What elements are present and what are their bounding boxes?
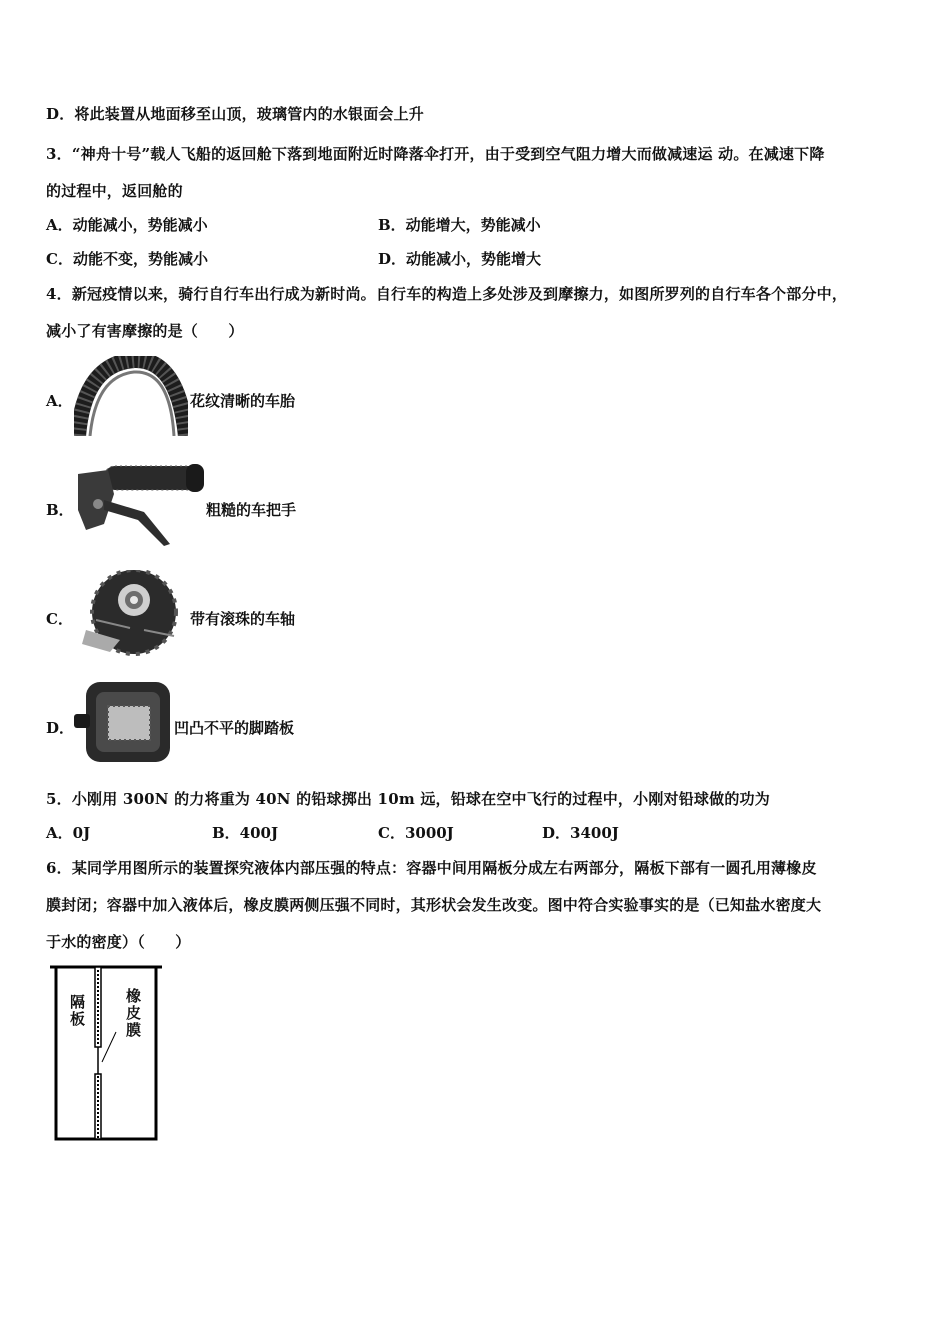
q4-option-d-letter: D． [46,719,75,737]
q5-option-c: C．3000J [378,824,454,842]
q4-option-a-letter: A． [46,392,73,410]
bicycle-pedal-icon [74,678,172,766]
q4-option-b-letter: B． [46,501,74,519]
q3-option-b: B．动能增大，势能减小 [378,216,541,234]
q5-stem: 5．小刚用 300N 的力将重为 40N 的铅球掷出 10m 远，铅球在空中飞行的过程中，小刚对铅球做的功为 [46,790,770,808]
q5-option-b: B．400J [212,824,279,842]
q3-option-d: D．动能减小，势能增大 [378,250,542,268]
bicycle-tire-icon [74,356,188,436]
container-diagram [50,964,164,1144]
q6-stem-line2: 膜封闭；容器中加入液体后，橡皮膜两侧压强不同时，其形状会发生改变。图中符合实验事实的是（已知盐水密度大 [46,896,822,914]
q4-stem-line1: 4．新冠疫情以来，骑行自行车出行成为新时尚。自行车的构造上多处涉及到摩擦力，如图所罗列的自行车各个部分中， [46,285,848,303]
q4-option-b-caption: 粗糙的车把手 [206,501,297,519]
q2-option-d: D．将此装置从地面移至山顶，玻璃管内的水银面会上升 [46,105,425,123]
q4-option-c-letter: C． [46,610,73,628]
membrane-label: 橡皮膜 [126,987,142,1039]
q5-option-d: D．3400J [542,824,619,842]
partition-label: 隔板 [70,993,86,1028]
q6-stem-line3: 于水的密度）（ ） [46,933,191,951]
q4-option-d-caption: 凹凸不平的脚踏板 [174,719,295,737]
bicycle-hub-bearing-icon [74,570,188,656]
q6-stem-line1: 6．某同学用图所示的装置探究液体内部压强的特点：容器中间用隔板分成左右两部分，隔板下部有一圆孔用薄橡皮 [46,859,817,877]
q4-option-a-caption: 花纹清晰的车胎 [190,392,296,410]
q4-stem-line2: 减小了有害摩擦的是（ ） [46,322,244,340]
q3-stem-line2: 的过程中，返回舱的 [46,182,183,200]
bicycle-handlebar-grip-icon [74,460,206,546]
q3-option-a: A．动能减小，势能减小 [46,216,208,234]
q5-option-a: A．0J [46,824,91,842]
q4-option-c-caption: 带有滚珠的车轴 [190,610,296,628]
q3-option-c: C．动能不变，势能减小 [46,250,208,268]
q3-stem-line1: 3．“神舟十号”载人飞船的返回舱下落到地面附近时降落伞打开，由于受到空气阻力增大而做减速运 动。在减速下降 [46,145,825,163]
